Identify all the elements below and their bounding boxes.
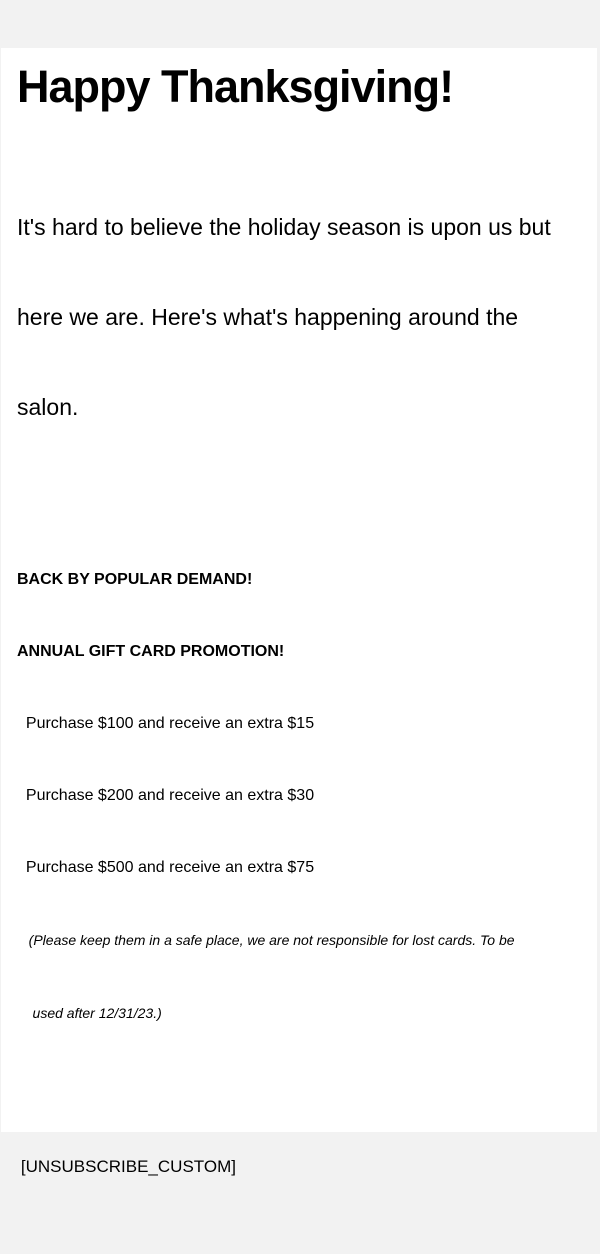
email-preview-page bbox=[0, 48, 600, 1200]
page-title: Happy Thanksgiving! bbox=[17, 61, 454, 112]
email-footer bbox=[0, 1132, 600, 1200]
intro-line: It's hard to believe the holiday season is upon us but bbox=[17, 214, 551, 240]
intro-line: here we are. Here's what's happening around the bbox=[17, 304, 519, 330]
promo-tier-line: Purchase $500 and receive an extra $75 bbox=[17, 859, 315, 876]
email-body-card bbox=[1, 48, 597, 1132]
intro-line: salon. bbox=[17, 394, 79, 420]
promo-disclaimer-line: used after 12/31/23.) bbox=[17, 1005, 162, 1021]
promo-tier-line: Purchase $200 and receive an extra $30 bbox=[17, 787, 315, 804]
promo-title-line: BACK BY POPULAR DEMAND! bbox=[17, 571, 253, 588]
promo-tier-line: Purchase $100 and receive an extra $15 bbox=[17, 715, 315, 732]
kerastase-section bbox=[17, 1092, 589, 1132]
promo-title-line: ANNUAL GIFT CARD PROMOTION! bbox=[17, 643, 285, 660]
unsubscribe-placeholder[interactable]: [UNSUBSCRIBE_CUSTOM] bbox=[20, 1157, 236, 1176]
promo-disclaimer-line: (Please keep them in a safe place, we are not responsible for lost cards. To be bbox=[17, 932, 515, 948]
intro-paragraph bbox=[17, 152, 589, 482]
gift-card-promo-section bbox=[17, 520, 589, 1074]
